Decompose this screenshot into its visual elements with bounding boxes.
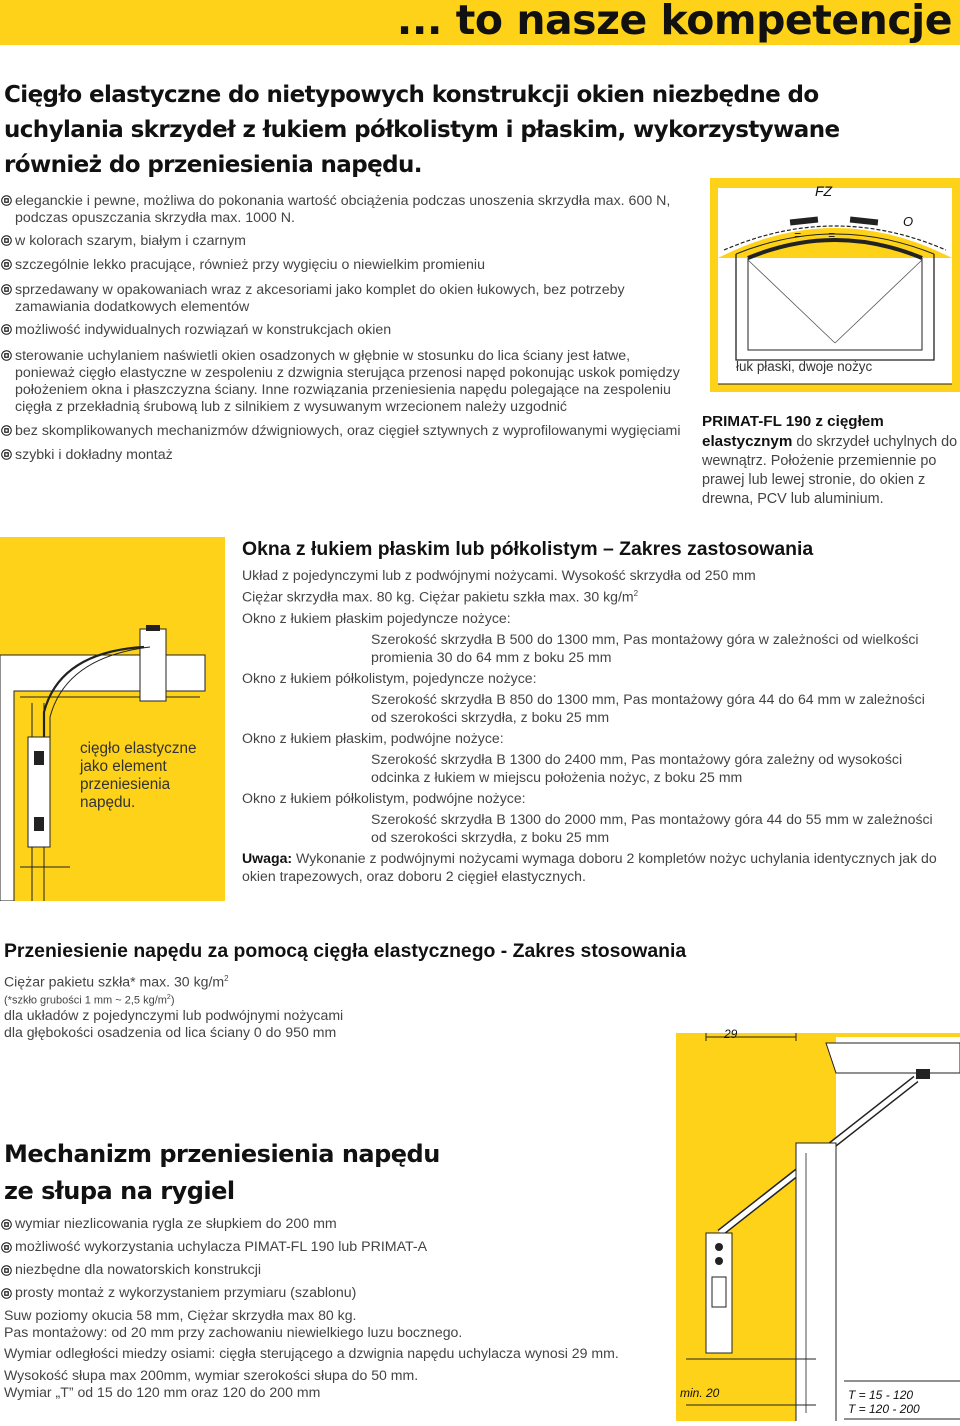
bullet-icon [1,235,12,246]
mech-text-4: Wysokość słupa max 200mm, wymiar szerokości słupa do 50 mm. [4,1367,419,1383]
lead-heading: Cięgło elastyczne do nietypowych konstrukcji okien niezbędne do uchylania skrzydeł z łukiem półkolistym i płaskim, wykorzystywane również do przeniesienia napędu. [4,82,840,178]
bullet-icon [1,195,12,206]
przeniesienie-heading: Przeniesienie napędu za pomocą cięgła elastycznego - Zakres stosowania [4,940,687,962]
okna-item-detail: Szerokość skrzydła B 500 do 1300 mm, Pas montażowy góra w zależności od wielkości promienia 30 do 64 mm z boku 25 mm [371,630,919,665]
okna-item-detail: Szerokość skrzydła B 850 do 1300 mm, Pas montażowy góra 44 do 64 mm w zależności od szerokości skrzydła, z boku 25 mm [371,690,925,725]
okna-item-detail: Szerokość skrzydła B 1300 do 2000 mm, Pas montażowy góra 44 do 55 mm w zależności od szerokości skrzydła, z boku 25 mm [371,810,933,845]
mechanism-drawing [676,1033,960,1421]
przen-line-2: dla układów z pojedynczymi lub podwójnymi nożycami [4,1007,344,1024]
okna-heading: Okna z łukiem płaskim lub półkolistym – Zakres zastosowania [242,538,814,560]
frame-figure [0,537,225,901]
frame-figure-caption: cięgło elastyczne jako element przeniesienia napędu. [80,740,197,811]
label-29: 29 [724,1027,738,1041]
mechanizm-heading: Mechanizm przeniesienia napędu ze słupa na rygiel [4,1140,440,1205]
bullet-icon [1,284,12,295]
label-t1: T = 15 - 120 [848,1388,914,1402]
bullet-icon [1,449,12,460]
okna-note: Uwaga: Wykonanie z podwójnymi nożycami wymaga doboru 2 kompletów nożyc uchylania identycznych jak do okien trapezowych, oraz doboru 2 cięgieł elastycznych. [242,849,937,884]
okna-item-title: Okno z łukiem półkolistym, podwójne nożyce: [242,789,526,806]
bullet-icon [1,1265,12,1276]
bullet-icon [1,259,12,270]
bullet-icon [1,1288,12,1299]
mechanism-figure [676,1027,960,1421]
primat-description: PRIMAT-FL 190 z cięgłem elastycznym do skrzydeł uchylnych do wewnątrz. Położenie przemiennie po prawej lub lewej stronie, do okien z drewna, PCV lub aluminium. [702,413,958,507]
feature-list [0,193,690,464]
list-item: szczególnie lekko pracujące, również przy wygięciu o niewielkim promieniu [0,257,690,274]
mech-text-2: Pas montażowy: od 20 mm przy zachowaniu niewielkiego luzu bocznego. [4,1324,463,1340]
mechanizm-list [0,1213,640,1305]
label-fz: FZ [815,183,833,199]
label-t2: T = 120 - 200 [848,1402,920,1416]
label-min-20: min. 20 [680,1386,720,1400]
przeniesienie-section [4,970,464,1041]
list-item: prosty montaż z wykorzystaniem przymiaru (szablonu) [0,1282,640,1305]
primat-title: PRIMAT-FL 190 z cięgłem elastycznym [702,413,884,450]
okna-line-1: Układ z pojedynczymi lub z podwójnymi nożycami. Wysokość skrzydła od 250 mm [242,567,756,583]
bullet-icon [1,350,12,361]
list-item: eleganckie i pewne, możliwa do pokonania wartość obciążenia podczas unoszenia skrzydła max. 600 N, podczas opuszczania skrzydła max. 1000 N. [0,193,690,227]
okna-item-title: Okno z łukiem półkolistym, pojedyncze nożyce: [242,669,537,686]
page-title: ... to nasze kompetencje [396,0,952,44]
list-item: wymiar niezlicowania rygla ze słupkiem do 200 mm [0,1213,640,1236]
mechanizm-text [4,1307,644,1403]
list-item: sterowanie uchylaniem naświetli okien osadzonych w głębnie w stosunku do lica ściany jest łatwe, ponieważ cięgło elastyczne w zespoleniu z dzwignia sterująca przenosi napęd pokonując uskok pomiędzy położeniem okna i płaszczyzna ściany. Inne rozwiązania przeniesienia napędu polegające na zespoleniu cięgła z przekładnią śrubową lub z silnikiem z wysuwanym wrzecionem należy uzgodnić [0,348,690,416]
list-item: możliwość indywidualnych rozwiązań w konstrukcjach okien [0,322,690,339]
label-o: O [903,214,914,229]
okna-line-2: Ciężar skrzydła max. 80 kg. Ciężar pakietu szkła max. 30 $kg/m^2$ [242,588,639,605]
list-item: możliwość wykorzystania uchylacza PIMAT-FL 190 lub PRIMAT-A [0,1236,640,1259]
arch-figure-caption: łuk płaski, dwoje nożyc [736,359,873,374]
list-item: bez skomplikowanych mechanizmów dźwigniowych, oraz cięgieł sztywnych z wyprofilowanymi wygięciami [0,423,690,440]
bullet-icon [1,324,12,335]
bullet-icon [1,1242,12,1253]
bullet-icon [1,425,12,436]
mech-text-1: Suw poziomy okucia 58 mm, Ciężar skrzydła max 80 kg. [4,1307,357,1323]
list-item: w kolorach szarym, białym i czarnym [0,233,690,250]
okna-section [242,566,942,885]
okna-item-detail: Szerokość skrzydła B 1300 do 2400 mm, Pas montażowy góra zależny od wysokości odcinka z łukiem w miejscu położenia nożyc, z boku 25 mm [371,750,903,785]
list-item: szybki i dokładny montaż [0,447,690,464]
label-eq-left: = [794,228,802,242]
bullet-icon [1,1219,12,1230]
mech-text-3: Wymiar odległości miedzy osiami: cięgła sterującego a dzwignia napędu uchylacza wynosi 29 mm. [4,1345,619,1361]
list-item: niezbędne dla nowatorskich konstrukcji [0,1259,640,1282]
przen-line-1: Ciężar pakietu szkła* max. 30 $kg/m^2$ [4,973,229,990]
mech-text-5: Wymiar „T” od 15 do 120 mm oraz 120 do 200 mm [4,1384,321,1400]
list-item: sprzedawany w opakowaniach wraz z akcesoriami jako komplet do okien łukowych, bez potrzeby zamawiania dodatkowych elementów [0,282,690,316]
label-eq-right: = [828,228,836,242]
frame-drawing [0,537,225,901]
przen-line-3: dla głębokości osadzenia od lica ściany 0 do 950 mm [4,1024,337,1041]
przen-note: (*szkło grubości 1 mm ~ 2,5 $kg/m^2$) [4,993,175,1007]
okna-item-title: Okno z łukiem płaskim, podwójne nożyce: [242,729,504,746]
okna-item-title: Okno z łukiem płaskim pojedyncze nożyce: [242,609,511,626]
